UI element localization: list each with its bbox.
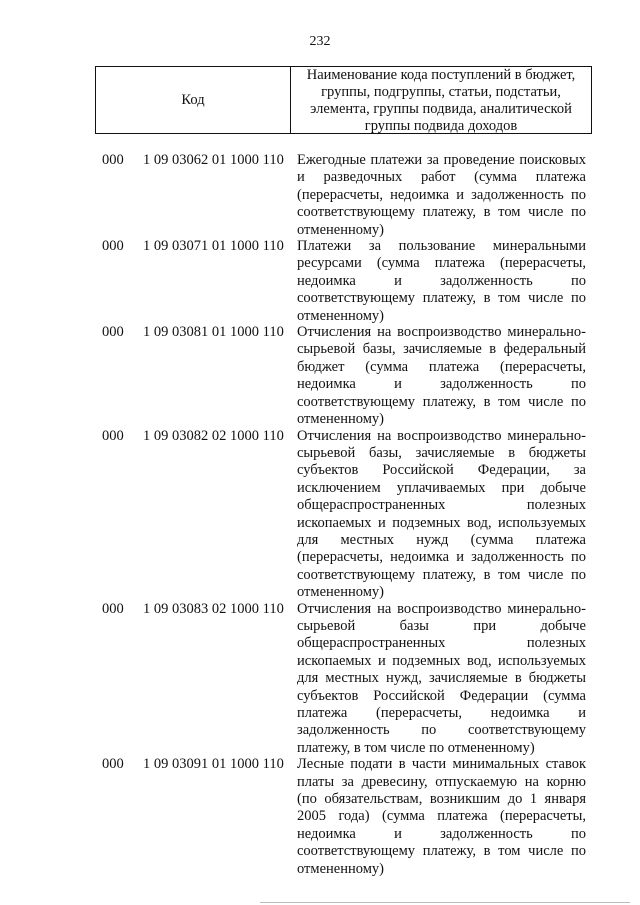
page-number: 232: [309, 34, 331, 49]
header-code-column: Код: [96, 67, 291, 133]
revenue-description: Ежегодные платежи за проведение поисковых и разведочных работ (сумма платежа (перерасчеты, недоимка и задолженность по соответствующему платежу, в том числе по отмененному): [297, 152, 586, 238]
header-name-column: Наименование кода поступлений в бюджет, группы, подгруппы, статьи, подстатьи, элемента, группы подвида, аналитической группы подвида доходов: [306, 67, 576, 134]
revenue-code: 1 09 03091 01 1000 110: [143, 756, 284, 773]
admin-code: 000: [102, 324, 124, 341]
revenue-code: 1 09 03082 02 1000 110: [143, 427, 284, 444]
scan-artifact-line: [260, 902, 630, 903]
revenue-description: Платежи за пользование минеральными ресурсами (сумма платежа (перерасчеты, недоимка и задолженность по соответствующему платежу, в том числе по отмененному): [297, 238, 586, 324]
table-row: [0, 324, 640, 428]
revenue-description: Отчисления на воспроизводство минерально-сырьевой базы при добыче общераспространенных полезных ископаемых и подземных вод, используемых для местных нужд, зачисляемые в бюджеты субъектов Российской Федерации (сумма платежа (перерасчеты, недоимка и задолженность по соответствующему платежу, в том числе по отмененному): [297, 600, 586, 756]
table-row: [0, 428, 640, 602]
admin-code: 000: [102, 152, 124, 168]
table-row: [0, 238, 640, 325]
revenue-code: 1 09 03083 02 1000 110: [143, 600, 284, 617]
table-body: [0, 152, 640, 878]
revenue-code: 1 09 03081 01 1000 110: [143, 324, 284, 341]
admin-code: 000: [102, 238, 124, 255]
table-row: [0, 756, 640, 878]
table-header: [95, 66, 592, 134]
table-row: [0, 601, 640, 758]
admin-code: 000: [102, 600, 124, 617]
table-row: [0, 152, 640, 239]
admin-code: 000: [102, 427, 124, 444]
revenue-description: Лесные подати в части минимальных ставок платы за древесину, отпускаемую на корню (по обязательствам, возникшим до 1 января 2005 года) (сумма платежа (перерасчеты, недоимка и задолженность по соответствующему платежу, в том числе по отмененному): [297, 756, 586, 877]
revenue-description: Отчисления на воспроизводство минерально-сырьевой базы, зачисляемые в федеральный бюджет (сумма платежа (перерасчеты, недоимка и задолженность по соответствующему платежу, в том числе по отмененному): [297, 324, 586, 428]
admin-code: 000: [102, 756, 124, 773]
revenue-code: 1 09 03062 01 1000 110: [143, 152, 284, 168]
revenue-description: Отчисления на воспроизводство минерально-сырьевой базы, зачисляемые в бюджеты субъектов Российской Федерации, за исключением уплачиваемых при добыче общераспространенных полезных ископаемых и подземных вод, используемых для местных нужд (сумма платежа (перерасчеты, недоимка и задолженность по соответствующему платежу, в том числе по отмененному): [297, 427, 586, 601]
revenue-code: 1 09 03071 01 1000 110: [143, 238, 284, 255]
